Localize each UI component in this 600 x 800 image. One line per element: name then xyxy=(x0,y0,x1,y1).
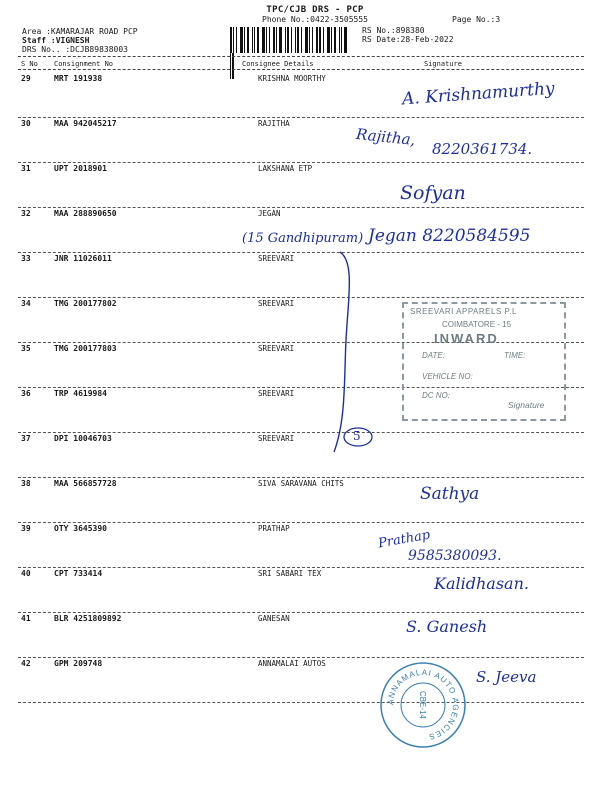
row-consignee: SREEVARI xyxy=(258,254,295,263)
row-consignee: SIVA SARAVANA CHITS xyxy=(258,479,344,488)
row-consignment-no: UPT 2018901 xyxy=(54,164,107,173)
row-consignment-no: MRT 191938 xyxy=(54,74,103,83)
row-consignment-no: OTY 3645390 xyxy=(54,524,107,533)
row-consignee: RAJITHA xyxy=(258,119,290,128)
company-seal xyxy=(378,660,468,750)
row-consignee: JEGAN xyxy=(258,209,281,218)
row-consignment-no: MAA 566857728 xyxy=(54,479,117,488)
row-consignment-no: DPI 10046703 xyxy=(54,434,112,443)
row-sno: 42 xyxy=(21,659,31,668)
row-sno: 34 xyxy=(21,299,31,308)
row-consignee: KRISHNA MOORTHY xyxy=(258,74,326,83)
row-consignment-no: MAA 942045217 xyxy=(54,119,117,128)
row-consignment-no: JNR 11026011 xyxy=(54,254,112,263)
row-sno: 35 xyxy=(21,344,31,353)
stamp-signature-label: Signature xyxy=(508,400,545,410)
row-consignee: LAKSHANA ETP xyxy=(258,164,313,173)
row-sno: 38 xyxy=(21,479,31,488)
row-sno: 36 xyxy=(21,389,31,398)
phone-number: Phone No.:0422-3505555 xyxy=(262,15,368,24)
signature-30-name: Rajitha, xyxy=(355,124,417,150)
col-signature: Signature xyxy=(424,60,462,68)
stamp-vehicle-label: VEHICLE NO: xyxy=(422,372,473,381)
stamp-company: SREEVARI APPARELS P.L xyxy=(410,307,517,316)
col-sno: S No xyxy=(21,60,38,68)
signature-39-phone: 9585380093. xyxy=(408,548,502,564)
row-consignee: SREEVARI xyxy=(258,299,295,308)
signature-31: Sofyan xyxy=(400,182,466,204)
seal-ring-text: ANNAMALAI AUTO AGENCIES xyxy=(385,667,461,742)
row-sno: 31 xyxy=(21,164,31,173)
row-consignee: SREEVARI xyxy=(258,434,295,443)
document-title: TPC/CJB DRS - PCP xyxy=(266,5,364,15)
signature-39-name: Prathap xyxy=(377,527,432,552)
bracket-count: 5 xyxy=(353,429,361,443)
signature-38: Sathya xyxy=(420,484,480,504)
row-consignee: PRATHAP xyxy=(258,524,290,533)
stamp-dc-label: DC NO: xyxy=(422,391,450,400)
row-sno: 41 xyxy=(21,614,31,623)
drs-number: DRS No.. :DCJB89838003 xyxy=(22,45,128,54)
row-consignment-no: TMG 200177803 xyxy=(54,344,117,353)
rs-date: RS Date:28-Feb-2022 xyxy=(362,35,454,44)
signature-30-phone: 8220361734. xyxy=(432,140,533,158)
page-number: Page No.:3 xyxy=(452,15,501,24)
seal-center-text: CBE-14 xyxy=(418,690,427,720)
row-consignee: SREEVARI xyxy=(258,389,295,398)
stamp-time-label: TIME: xyxy=(504,351,526,360)
row-consignee: GANESAN xyxy=(258,614,290,623)
col-consignee: Consignee Details xyxy=(242,60,314,68)
signature-40: Kalidhasan. xyxy=(434,574,529,593)
inward-stamp xyxy=(402,302,566,421)
row-sno: 37 xyxy=(21,434,31,443)
stamp-date-label: DATE: xyxy=(422,351,445,360)
row-sno: 39 xyxy=(21,524,31,533)
rs-number: RS No.:898380 xyxy=(362,26,425,35)
row-consignment-no: BLR 4251809892 xyxy=(54,614,122,623)
signature-42: S. Jeeva xyxy=(476,668,537,686)
row-consignment-no: TRP 4619984 xyxy=(54,389,107,398)
row-sno: 30 xyxy=(21,119,31,128)
stamp-word: INWARD xyxy=(434,331,499,346)
row-sno: 32 xyxy=(21,209,31,218)
row-sno: 40 xyxy=(21,569,31,578)
signature-41: S. Ganesh xyxy=(406,617,488,636)
col-consignment: Consignment No xyxy=(54,60,114,68)
row-consignment-no: GPM 209748 xyxy=(54,659,103,668)
row-sno: 33 xyxy=(21,254,31,263)
area-label: Area :KAMARAJAR ROAD PCP xyxy=(22,27,138,36)
row-consignee: SREEVARI xyxy=(258,344,295,353)
signature-29: A. Krishnamurthy xyxy=(401,78,556,110)
row-consignee: ANNAMALAI AUTOS xyxy=(258,659,326,668)
row-consignment-no: TMG 200177802 xyxy=(54,299,117,308)
row-consignment-no: MAA 288890650 xyxy=(54,209,117,218)
staff-label: Staff :VIGNESH xyxy=(22,36,90,45)
signature-32: Jegan 8220584595 xyxy=(368,226,531,246)
row-sno: 29 xyxy=(21,74,31,83)
row-consignee: SRI SABARI TEX xyxy=(258,569,322,578)
row-consignment-no: CPT 733414 xyxy=(54,569,103,578)
stamp-city: COIMBATORE - 15 xyxy=(442,320,512,329)
note-32: (15 Gandhipuram) xyxy=(242,231,364,246)
